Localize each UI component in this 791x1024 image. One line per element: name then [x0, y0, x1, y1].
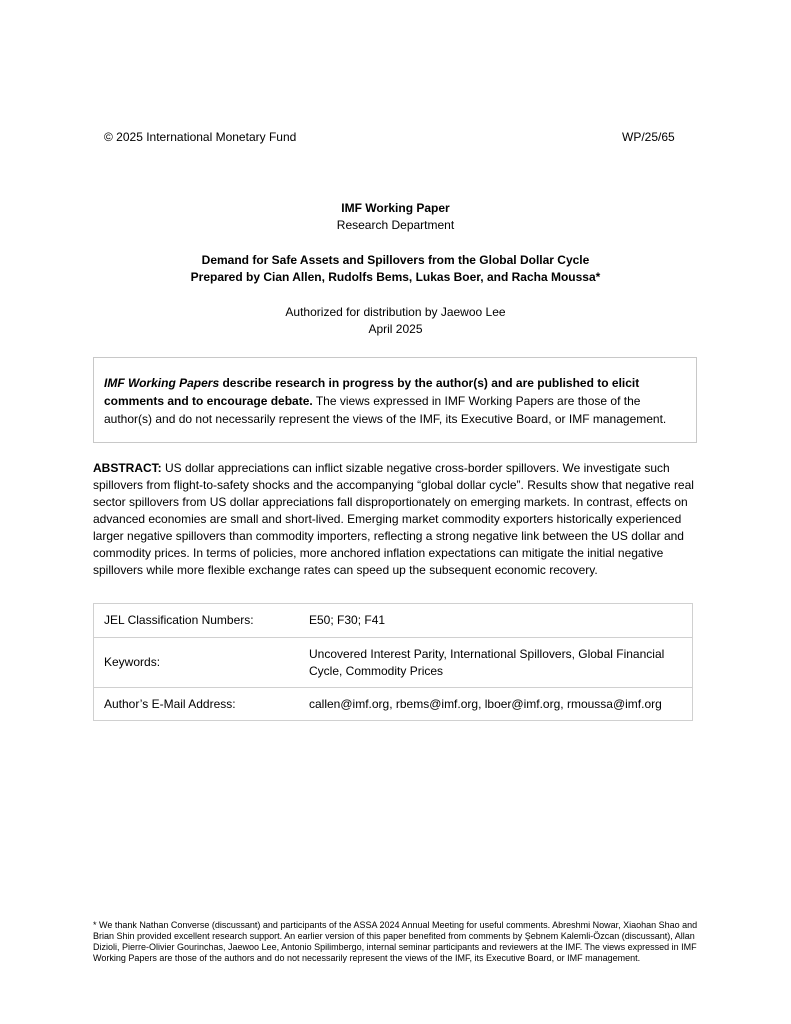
email-label: Author’s E-Mail Address:	[94, 688, 308, 721]
footnote: * We thank Nathan Converse (discussant) and participants of the ASSA 2024 Annual Meeting for useful comments. Abreshmi Nowar, Xiaohan Shao and Brian Shin provided excellent research support. An earlier version of this paper benefited from comments by Şebnem Kalemli-Özcan (discussant), Allan Dizioli, Pierre-Olivier Gourinchas, Jaewoo Lee, Antonio Spilimbergo, internal seminar participants and reviewers at the IMF. The views expressed in IMF Working Papers are those of the authors and do not necessarily represent the views of the IMF, its Executive Board, or IMF management.	[93, 920, 698, 963]
publication-date: April 2025	[368, 322, 423, 336]
jel-label: JEL Classification Numbers:	[94, 604, 308, 638]
abstract-label: ABSTRACT:	[93, 461, 162, 475]
metadata-table	[93, 603, 693, 721]
keywords-value: Uncovered Interest Parity, International Spillovers, Global Financial Cycle, Commodity Prices	[307, 638, 693, 688]
email-value: callen@imf.org, rbems@imf.org, lboer@imf.org, rmoussa@imf.org	[307, 688, 693, 721]
table-row	[94, 638, 693, 688]
table-row	[94, 604, 693, 638]
keywords-label: Keywords:	[94, 638, 308, 688]
jel-value: E50; F30; F41	[307, 604, 693, 638]
authorization-line: Authorized for distribution by Jaewoo Lee	[285, 305, 506, 319]
series-title: IMF Working Paper	[341, 201, 450, 215]
abstract	[93, 460, 697, 579]
disclaimer-lead: IMF Working Papers	[104, 376, 220, 390]
author-line: Prepared by Cian Allen, Rudolfs Bems, Lukas Boer, and Racha Moussa*	[190, 270, 601, 284]
paper-number: WP/25/65	[622, 130, 675, 144]
paper-title: Demand for Safe Assets and Spillovers from the Global Dollar Cycle	[201, 253, 590, 267]
disclaimer-box	[93, 357, 697, 443]
disclaimer-text: The views expressed in IMF Working Papers are those of the author(s) and do not necessarily represent the views of the IMF, its Executive Board, or IMF management.	[104, 394, 667, 426]
copyright-notice: © 2025 International Monetary Fund	[104, 130, 297, 144]
abstract-text: US dollar appreciations can inflict sizable negative cross-border spillovers. We investigate such spillovers from flight-to-safety shocks and the accompanying “global dollar cycle”. Results show that negative real sector spillovers from US dollar appreciations fall disproportionately on emerging markets. In contrast, effects on advanced economies are small and short-lived. Emerging market commodity exporters historically experienced larger negative spillovers than commodity importers, reflecting a strong negative link between the US dollar and commodity prices. In terms of policies, more anchored inflation expectations can mitigate the initial negative spillovers while more flexible exchange rates can speed up the subsequent economic recovery.	[93, 461, 694, 577]
disclaimer-bold-text: describe research in progress by the author(s) and are published to elicit comments and to encourage debate.	[104, 376, 640, 408]
department: Research Department	[336, 218, 455, 232]
table-row	[94, 688, 693, 721]
